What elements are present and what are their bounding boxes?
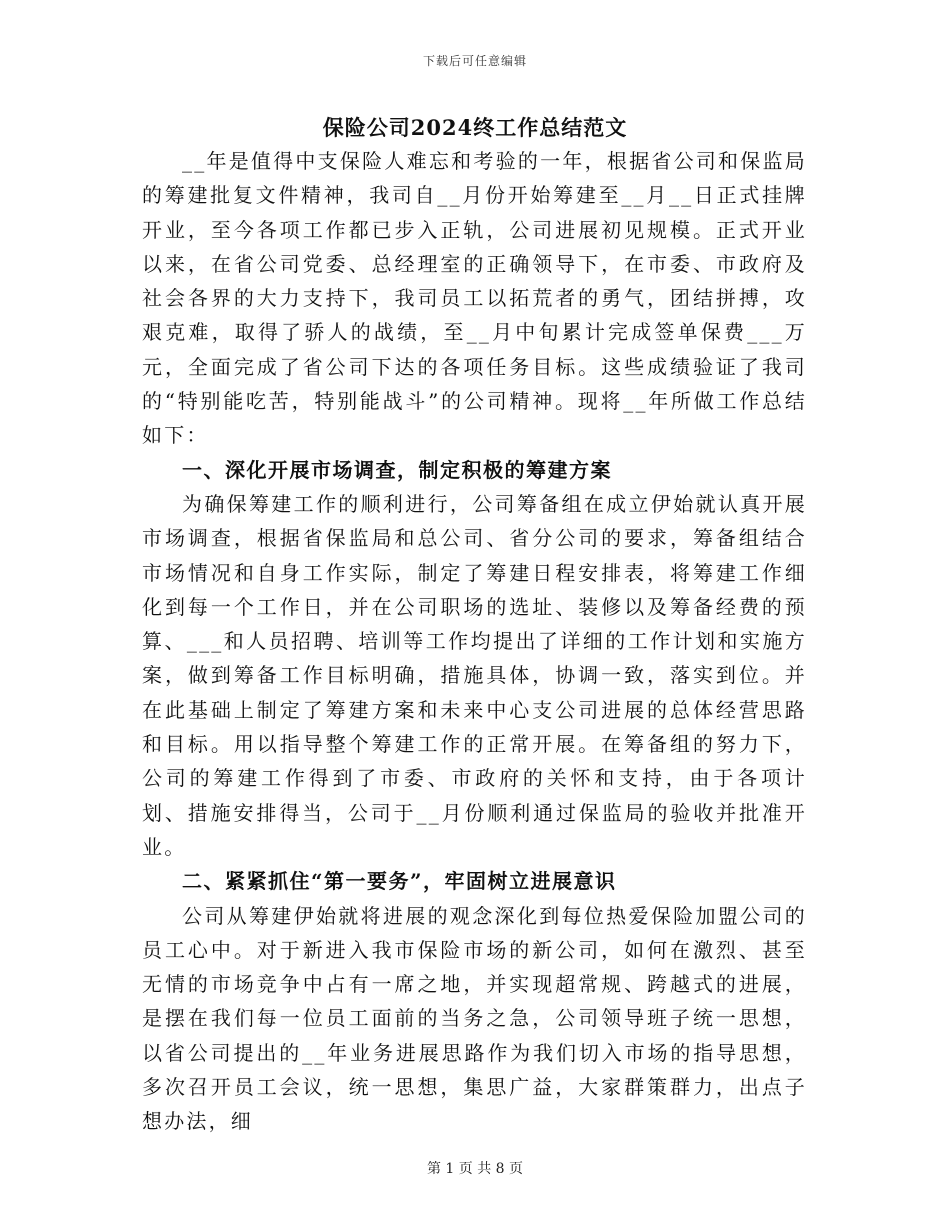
section-2-paragraph: 公司从筹建伊始就将进展的观念深化到每位热爱保险加盟公司的员工心中。对于新进入我市保险市场的新公司，如何在激烈、甚至无情的市场竞争中占有一席之地，并实现超常规、跨越式的进展，是摆在我们每一位员工面前的当务之急，公司领导班子统一思想，以省公司提出的__年业务进展思路作为我们切入市场的指导思想，多次召开员工会议，统一思想，集思广益，大家群策群力，出点子想办法，细 [142,903,807,1134]
download-note: 下载后可任意编辑 [422,54,527,68]
intro-paragraph: __年是值得中支保险人难忘和考验的一年，根据省公司和保监局的筹建批复文件精神，我司自__月份开始筹建至__月__日正式挂牌开业，至今各项工作都已步入正轨，公司进展初见规模。正式开业以来，在省公司党委、总经理室的正确领导下，在市委、市政府及社会各界的大力支持下，我司员工以拓荒者的勇气，团结拼搏，攻艰克难，取得了骄人的战绩，至__月中旬累计完成签单保费___万元，全面完成了省公司下达的各项任务目标。这些成绩验证了我司的“特别能吃苦，特别能战斗”的公司精神。现将__年所做工作总结如下： [142,149,807,448]
document-title: 保险公司2024终工作总结范文 [322,115,628,140]
section-1-paragraph: 为确保筹建工作的顺利进行，公司筹备组在成立伊始就认真开展市场调查，根据省保监局和总公司、省分公司的要求，筹备组结合市场情况和自身工作实际，制定了筹建日程安排表，将筹建工作细化到每一个工作日，并在公司职场的选址、装修以及筹备经费的预算、___和人员招聘、培训等工作均提出了详细的工作计划和实施方案，做到筹备工作目标明确，措施具体，协调一致，落实到位。并在此基础上制定了筹建方案和未来中心支公司进展的总体经营思路和目标。用以指导整个筹建工作的正常开展。在筹备组的努力下，公司的筹建工作得到了市委、市政府的关怀和支持，由于各项计划、措施安排得当，公司于__月份顺利通过保监局的验收并批准开业。 [142,491,807,859]
section-2-heading: 二、紧紧抓住“第一要务”，牢固树立进展意识 [182,869,617,894]
page-number: 第 1 页 共 8 页 [426,1161,524,1177]
document-body [142,144,807,1139]
section-1-heading: 一、深化开展市场调查，制定积极的筹建方案 [182,457,612,482]
